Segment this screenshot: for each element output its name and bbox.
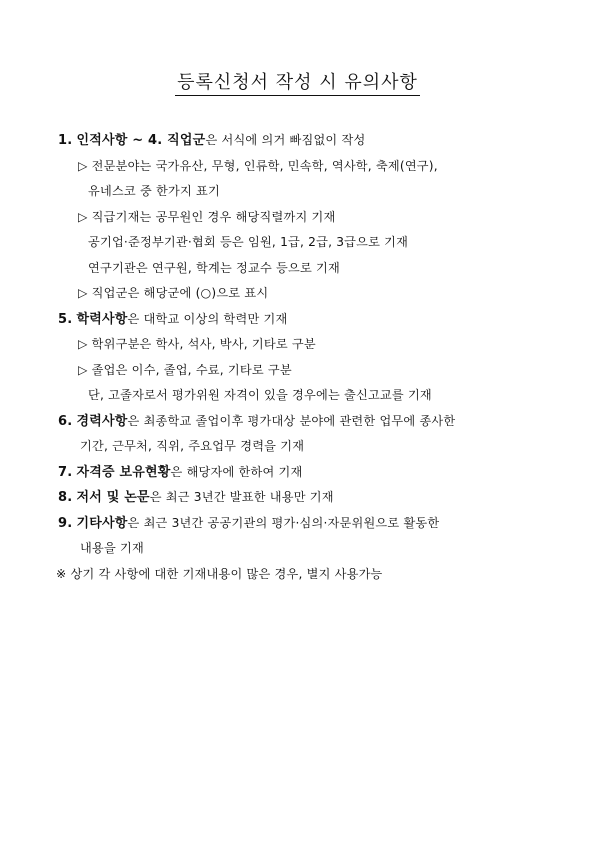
item-6-cont: 기간, 근무처, 직위, 주요업무 경력을 기재 [80, 439, 305, 453]
item-5-sub-2: ▷ 졸업은 이수, 졸업, 수료, 기타로 구분 [78, 362, 292, 377]
item-9-number: 9. [58, 515, 73, 531]
item-5-line [58, 307, 548, 333]
page-title [0, 68, 595, 94]
item-1-line [58, 128, 548, 154]
item-1-text: 은 서식에 의거 빠짐없이 작성 [205, 133, 366, 147]
item-1-number: 1. [58, 133, 73, 148]
item-1-sub-3: ▷ 직업군은 해당군에 (○)으로 표시 [78, 286, 269, 300]
item-7-heading: 자격증 보유현황 [76, 464, 171, 480]
footnote: ※ 상기 각 사항에 대한 기재내용이 많은 경우, 별지 사용가능 [56, 566, 383, 581]
item-6-number: 6. [58, 413, 73, 429]
page-title-text: 등록신청서 작성 시 유의사항 [175, 72, 420, 96]
item-9-text: 은 최근 3년간 공공기관의 평가·심의·자문위원으로 활동한 [127, 515, 440, 530]
item-9-line [58, 511, 548, 537]
item-5-heading: 학력사항 [76, 311, 128, 327]
item-8-line [58, 485, 548, 511]
item-1-sub-2-cont-b: 연구기관은 연구원, 학계는 정교수 등으로 기재 [88, 260, 340, 275]
item-6-text: 은 최종학교 졸업이후 평가대상 분야에 관련한 업무에 종사한 [127, 413, 456, 428]
item-9-cont: 내용을 기재 [80, 541, 144, 555]
item-6-heading: 경력사항 [76, 413, 128, 429]
item-7-text: 은 해당자에 한하여 기재 [170, 464, 303, 479]
item-6-line [58, 409, 548, 435]
item-9-heading: 기타사항 [76, 515, 128, 531]
item-1-sub-1-cont: 유네스코 중 한가지 표기 [88, 184, 220, 198]
item-1-heading: 인적사항 ~ 4. 직업군 [76, 133, 206, 148]
item-5-number: 5. [58, 311, 73, 327]
item-5-text: 은 대학교 이상의 학력만 기재 [127, 311, 288, 326]
item-1-sub-1: ▷ 전문분야는 국가유산, 무형, 인류학, 민속학, 역사학, 축제(연구), [78, 158, 438, 173]
item-8-number: 8. [58, 490, 73, 505]
item-8-heading: 저서 및 논문 [76, 490, 150, 505]
notice-body [58, 128, 548, 587]
item-1-sub-2: ▷ 직급기재는 공무원인 경우 해당직렬까지 기재 [78, 209, 336, 224]
item-1-sub-2-cont-a: 공기업·준정부기관·협회 등은 임원, 1급, 2급, 3급으로 기재 [88, 235, 409, 249]
item-7-line [58, 460, 548, 486]
item-8-text: 은 최근 3년간 발표한 내용만 기재 [149, 490, 334, 504]
item-5-sub-2-cont: 단, 고졸자로서 평가위원 자격이 있을 경우에는 출신고교를 기재 [88, 388, 432, 402]
item-7-number: 7. [58, 464, 73, 480]
item-5-sub-1: ▷ 학위구분은 학사, 석사, 박사, 기타로 구분 [78, 337, 316, 351]
